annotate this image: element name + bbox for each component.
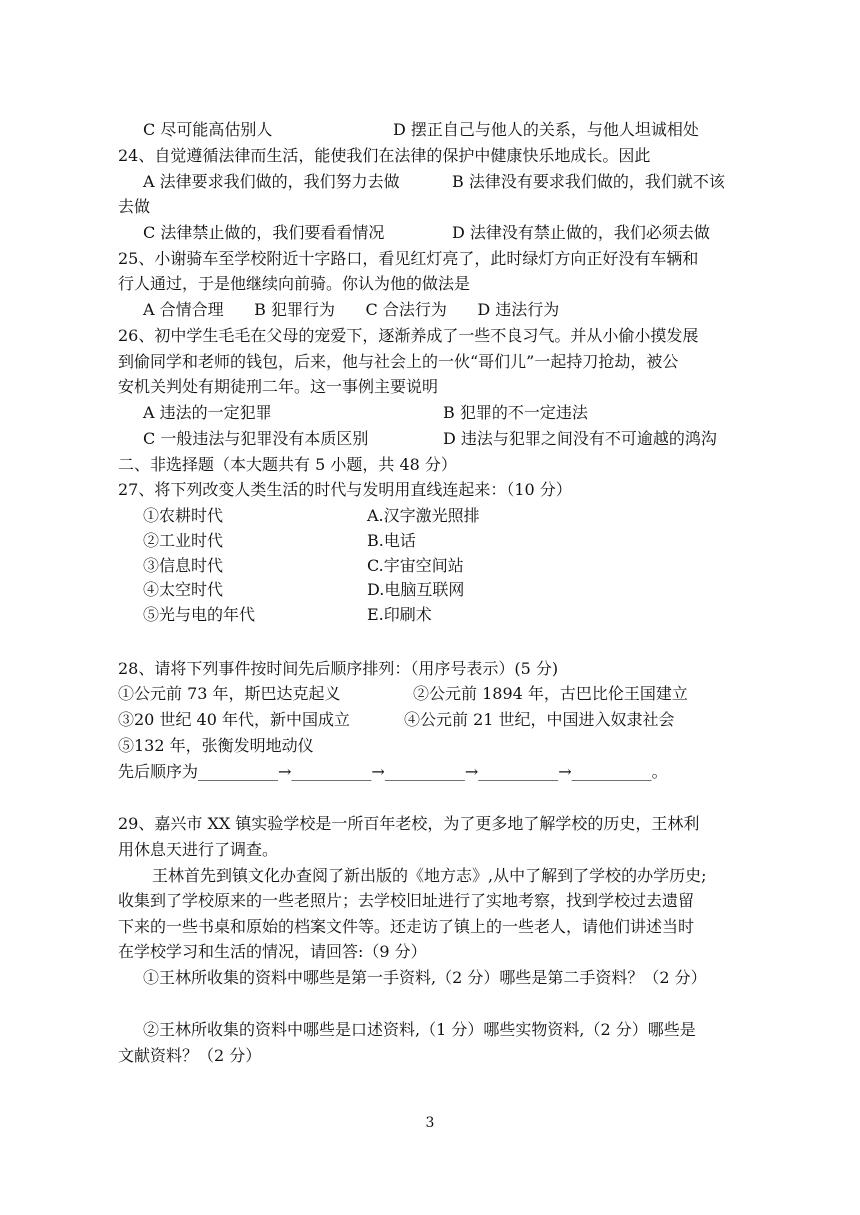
q24-stem: 24、自觉遵循法律而生活，能使我们在法律的保护中健康快乐地成长。因此 bbox=[118, 146, 651, 165]
q24-option-d: D 法律没有禁止做的，我们必须去做 bbox=[452, 223, 710, 242]
q29-paragraph: 下来的一些书桌和原始的档案文件等。还走访了镇上的一些老人，请他们讲述当时 bbox=[118, 917, 695, 936]
era-item: ⑤光与电的年代 bbox=[143, 605, 256, 624]
invention-item: D.电脑互联网 bbox=[367, 580, 465, 599]
q29-subquestion-1: ①王林所收集的资料中哪些是第一手资料,（2 分）哪些是第二手资料？（2 分） bbox=[143, 968, 707, 987]
era-item: ④太空时代 bbox=[143, 580, 224, 599]
page-number: 3 bbox=[425, 1115, 435, 1131]
q25-options: A 合情合理 B 犯罪行为 C 合法行为 D 违法行为 bbox=[143, 300, 560, 319]
q23-option-c: C 尽可能高估别人 bbox=[143, 120, 273, 139]
q26-stem-cont2: 安机关判处有期徒刑二年。这一事例主要说明 bbox=[118, 377, 439, 396]
q26-stem-cont: 到偷同学和老师的钱包，后来，他与社会上的一伙“哥们儿”一起持刀抢劫，被公 bbox=[118, 352, 679, 371]
invention-item: C.宇宙空间站 bbox=[367, 556, 464, 575]
q26-option-b: B 犯罪的不一定违法 bbox=[443, 403, 588, 422]
order-answer-line: 先后顺序为__________→__________→__________→__________→__________。 bbox=[118, 762, 668, 781]
era-item: ①农耕时代 bbox=[143, 506, 224, 525]
q29-paragraph: 收集到了学校原来的一些老照片；去学校旧址进行了实地考察，找到学校过去遗留 bbox=[118, 891, 695, 910]
invention-item: A.汉字激光照排 bbox=[367, 506, 480, 525]
event-item: ③20 世纪 40 年代，新中国成立 bbox=[118, 710, 350, 729]
event-item: ⑤132 年，张衡发明地动仪 bbox=[118, 736, 314, 755]
q26-option-a: A 违法的一定犯罪 bbox=[143, 403, 272, 422]
q29-paragraph: 在学校学习和生活的情况，请回答:（9 分） bbox=[118, 942, 427, 961]
event-item: ①公元前 73 年，斯巴达克起义 bbox=[118, 684, 341, 703]
era-item: ②工业时代 bbox=[143, 531, 224, 550]
q23-option-d: D 摆正自己与他人的关系，与他人坦诚相处 bbox=[393, 120, 699, 139]
q26-option-d: D 违法与犯罪之间没有不可逾越的鸿沟 bbox=[443, 429, 717, 448]
event-item: ④公元前 21 世纪，中国进入奴隶社会 bbox=[404, 710, 675, 729]
q26-stem: 26、初中学生毛毛在父母的宠爱下，逐渐养成了一些不良习气。并从小偷小摸发展 bbox=[118, 326, 699, 345]
q28-stem: 28、请将下列事件按时间先后顺序排列：（用序号表示）(5 分) bbox=[118, 659, 559, 678]
q24-option-b-cont: 去做 bbox=[118, 197, 151, 216]
q29-paragraph: 王林首先到镇文化办查阅了新出版的《地方志》,从中了解到了学校的办学历史; bbox=[152, 866, 707, 885]
q29-stem-cont: 用休息天进行了调查。 bbox=[118, 840, 279, 859]
invention-item: E.印刷术 bbox=[367, 605, 432, 624]
q29-subquestion-2: ②王林所收集的资料中哪些是口述资料,（1 分）哪些实物资料,（2 分）哪些是 bbox=[143, 1020, 696, 1039]
q29-subquestion-2-cont: 文献资料？（2 分） bbox=[118, 1046, 262, 1065]
event-item: ②公元前 1894 年，古巴比伦王国建立 bbox=[413, 684, 688, 703]
q24-option-b: B 法律没有要求我们做的，我们就不该 bbox=[452, 172, 725, 191]
era-item: ③信息时代 bbox=[143, 556, 224, 575]
invention-item: B.电话 bbox=[367, 531, 416, 550]
q26-option-c: C 一般违法与犯罪没有本质区别 bbox=[143, 429, 369, 448]
q27-stem: 27、将下列改变人类生活的时代与发明用直线连起来：（10 分） bbox=[118, 480, 572, 499]
section-heading: 二、非选择题（本大题共有 5 小题，共 48 分） bbox=[118, 455, 457, 474]
q24-option-a: A 法律要求我们做的，我们努力去做 bbox=[143, 172, 400, 191]
q29-stem: 29、嘉兴市 XX 镇实验学校是一所百年老校，为了更多地了解学校的历史，王林利 bbox=[118, 814, 700, 833]
q25-stem-cont: 行人通过，于是他继续向前骑。你认为他的做法是 bbox=[118, 274, 471, 293]
q25-stem: 25、小谢骑车至学校附近十字路口，看见红灯亮了，此时绿灯方向正好没有车辆和 bbox=[118, 249, 699, 268]
q24-option-c: C 法律禁止做的，我们要看看情况 bbox=[143, 223, 385, 242]
